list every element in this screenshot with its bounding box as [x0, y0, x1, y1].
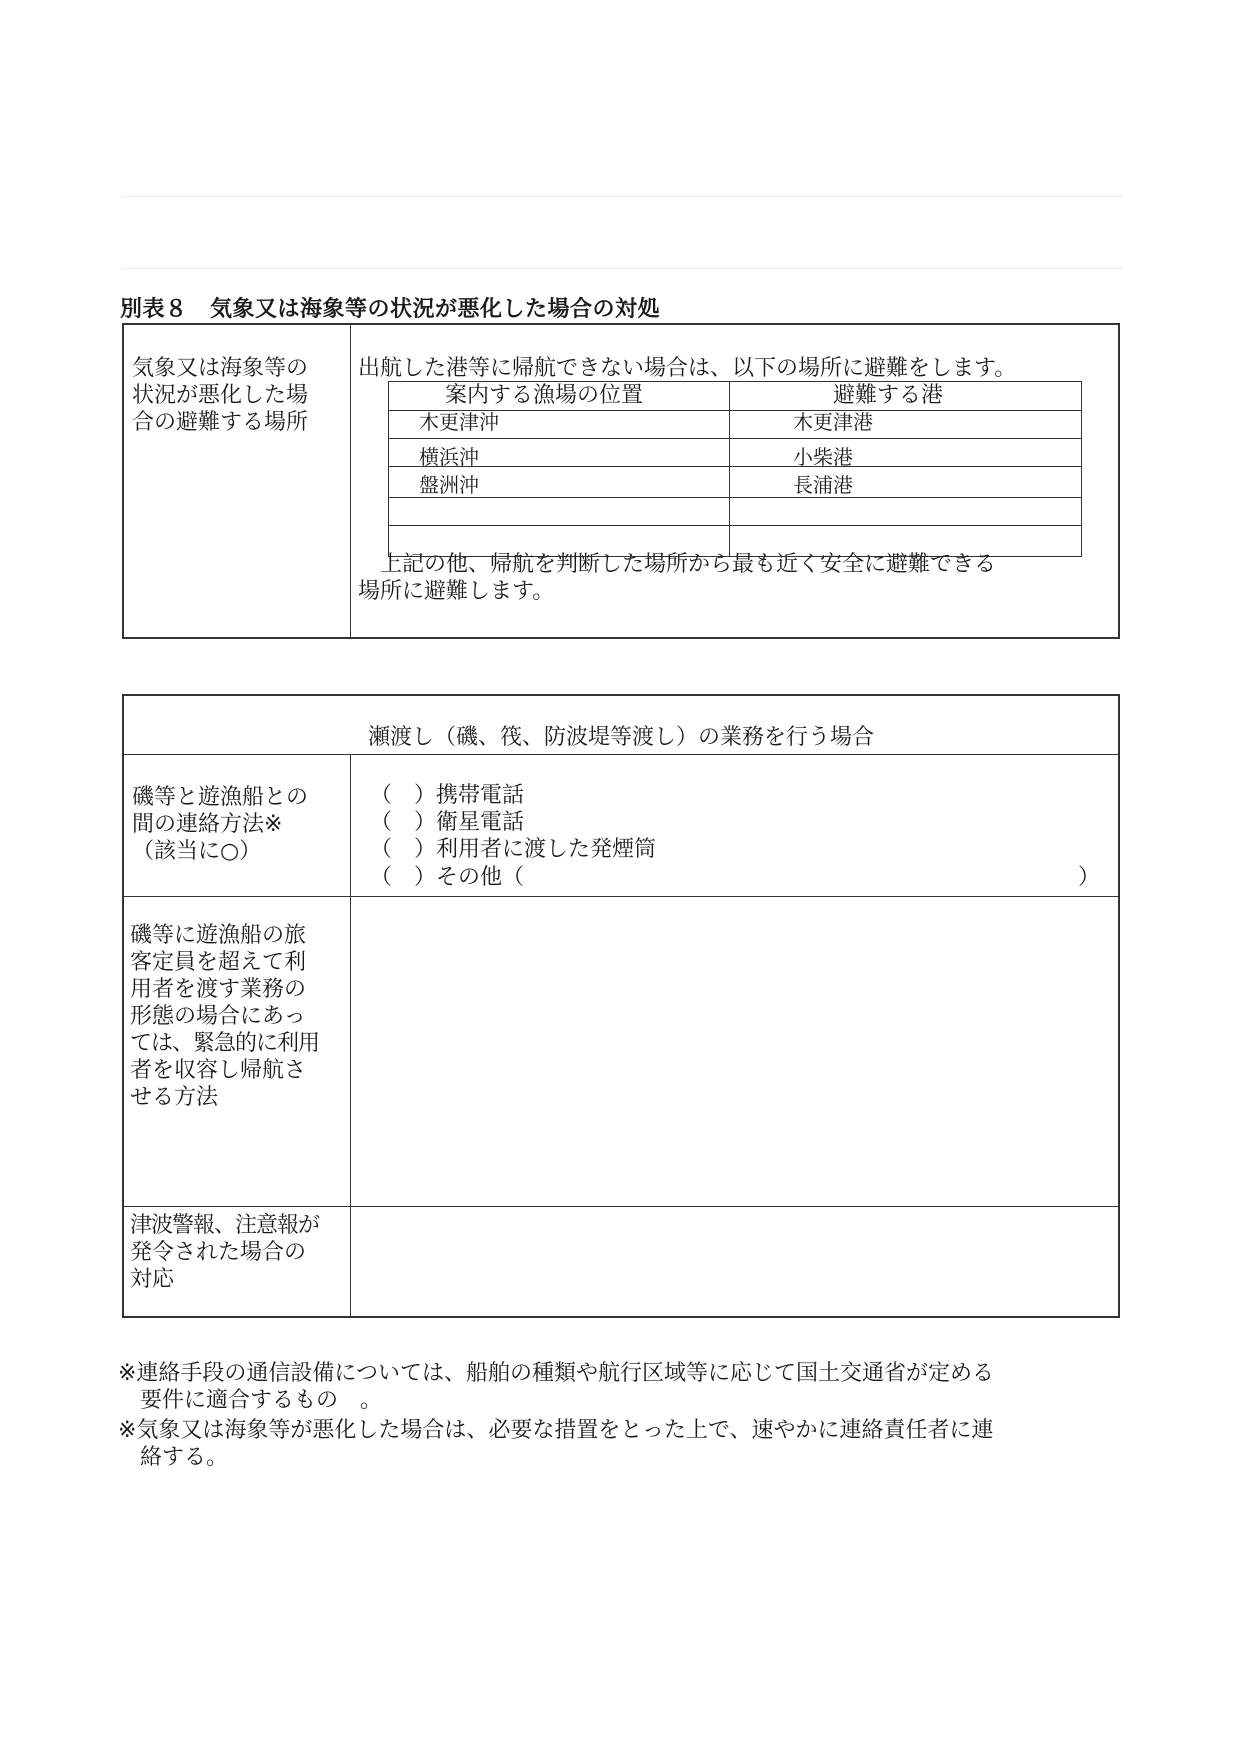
footnote: 絡する。: [118, 1445, 229, 1470]
row-divider: [389, 497, 1081, 498]
contact-option-other[interactable]: （ ）その他（: [370, 865, 525, 890]
table-cell: 木更津沖: [419, 410, 499, 434]
footnote: ※連絡手段の通信設備については、船舶の種類や航行区域等に応じて国土交通省が定める: [118, 1361, 994, 1386]
table-cell: 横浜沖: [419, 445, 479, 469]
table-cell: 木更津港: [793, 410, 873, 434]
row-divider: [389, 466, 1081, 467]
row-divider: [124, 754, 1118, 755]
row-divider: [124, 1206, 1118, 1207]
table-cell: 小柴港: [793, 445, 853, 469]
evacuation-footer: 上記の他、帰航を判断した場所から最も近く安全に避難できる 場所に避難します。: [358, 552, 997, 604]
contact-option-other-close: ）: [1078, 865, 1101, 890]
port-table-divider: [729, 382, 730, 556]
row-divider: [124, 896, 1118, 897]
header-fishing-ground: 案内する漁場の位置: [445, 383, 644, 408]
top-rule: [122, 268, 1122, 269]
evacuation-table: [122, 323, 1120, 639]
contact-method-label: 磯等と遊漁船との 間の連絡方法※ （該当に○）: [132, 785, 309, 864]
contact-option-mobile[interactable]: （ ）携帯電話: [370, 783, 525, 808]
table-cell: 長浦港: [793, 473, 853, 497]
evacuation-label: 気象又は海象等の 状況が悪化した場 合の避難する場所: [132, 356, 309, 435]
table-cell: 盤洲沖: [419, 473, 479, 497]
port-table: [388, 381, 1082, 557]
tsunami-response-label: 津波警報、注意報が 発令された場合の 対応: [130, 1213, 320, 1292]
row-divider: [389, 438, 1081, 439]
column-divider: [350, 325, 351, 637]
evacuation-intro: 出航した港等に帰航できない場合は、以下の場所に避難をします。: [358, 356, 1017, 381]
footnote: ※気象又は海象等が悪化した場合は、必要な措置をとった上で、速やかに連絡責任者に連: [118, 1418, 994, 1443]
footnote: 要件に適合するもの 。: [118, 1388, 383, 1413]
column-divider: [350, 754, 351, 1316]
header-refuge-port: 避難する港: [833, 383, 944, 408]
contact-option-flare[interactable]: （ ）利用者に渡した発煙筒: [370, 837, 657, 862]
contact-option-satellite[interactable]: （ ）衛星電話: [370, 810, 525, 835]
capacity-method-label: 磯等に遊漁船の旅 客定員を超えて利 用者を渡す業務の 形態の場合にあっ ては、緊急的に利用 者を収容し帰航さ せる方法: [130, 923, 320, 1110]
top-rule: [122, 196, 1122, 197]
ferry-service-header: 瀬渡し（磯、筏、防波堤等渡し）の業務を行う場合: [367, 725, 874, 750]
row-divider: [389, 525, 1081, 526]
page-title: 別表８ 気象又は海象等の状況が悪化した場合の対処: [120, 297, 661, 322]
